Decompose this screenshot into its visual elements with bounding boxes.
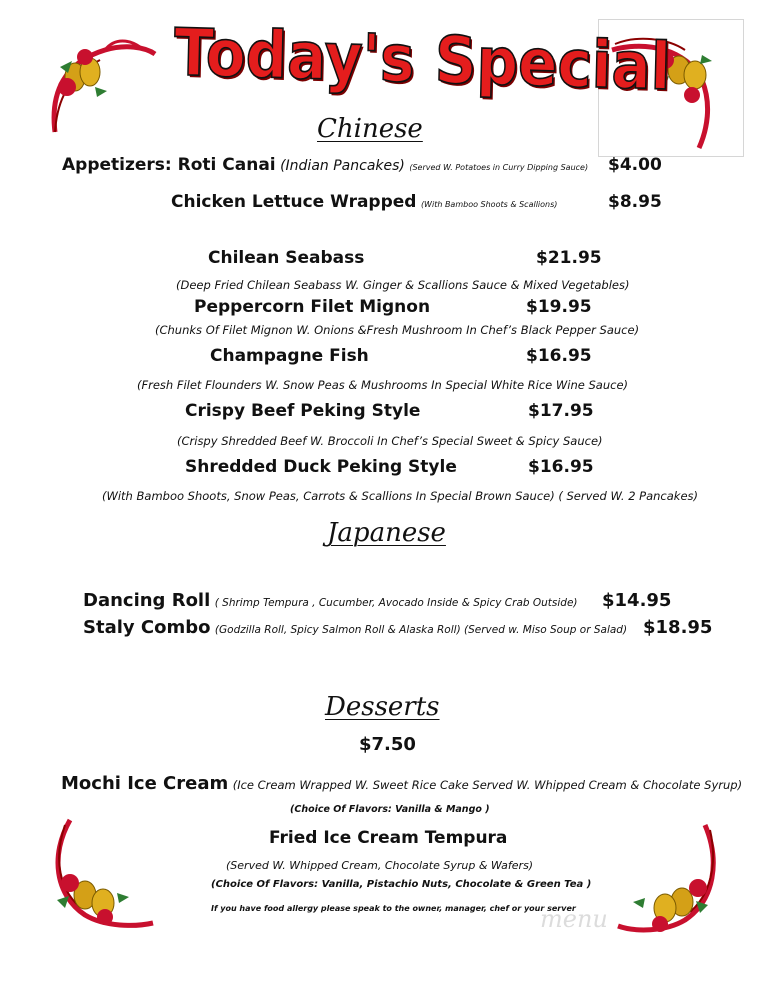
menu-item-appetizers bbox=[62, 155, 588, 175]
item-name: Champagne Fish bbox=[210, 346, 369, 366]
allergy-note: If you have food allergy please speak to the owner, manager, chef or your server bbox=[211, 904, 576, 913]
item-name: Crispy Beef Peking Style bbox=[185, 401, 421, 421]
item-description: (Chunks Of Filet Mignon W. Onions &Fresh Mushroom In Chef’s Black Pepper Sauce) bbox=[155, 323, 640, 337]
item-description: (With Bamboo Shoots, Snow Peas, Carrots & Scallions In Special Brown Sauce) ( Served W. 2 Pancakes) bbox=[102, 489, 699, 503]
watermark: menu bbox=[540, 905, 608, 933]
item-price: $17.95 bbox=[528, 401, 594, 421]
menu-item-dancing-roll bbox=[83, 590, 578, 611]
item-price: $19.95 bbox=[526, 297, 592, 317]
holly-decoration-bottom-left-icon bbox=[45, 815, 160, 935]
item-name: Appetizers: Roti Canai bbox=[62, 155, 276, 175]
item-description: (Deep Fried Chilean Seabass W. Ginger & Scallions Sauce & Mixed Vegetables) bbox=[176, 278, 630, 292]
menu-item-mochi bbox=[61, 773, 742, 794]
item-note: ( Shrimp Tempura , Cucumber, Avocado Inside & Spicy Crab Outside) bbox=[214, 597, 578, 609]
page-title: Today's Special bbox=[173, 14, 672, 105]
item-price: $8.95 bbox=[608, 192, 662, 212]
item-name: Staly Combo bbox=[83, 617, 211, 638]
section-heading-japanese: Japanese bbox=[327, 518, 446, 548]
item-name: Shredded Duck Peking Style bbox=[185, 457, 457, 477]
item-name: Chicken Lettuce Wrapped bbox=[171, 192, 417, 212]
item-price: $14.95 bbox=[602, 590, 672, 611]
item-flavors: (Choice Of Flavors: Vanilla & Mango ) bbox=[290, 804, 490, 815]
item-description: (Crispy Shredded Beef W. Broccoli In Chef’s Special Sweet & Spicy Sauce) bbox=[177, 434, 603, 448]
item-name: Peppercorn Filet Mignon bbox=[194, 297, 431, 317]
item-name: Dancing Roll bbox=[83, 590, 211, 611]
item-small-note: (With Bamboo Shoots & Scallions) bbox=[420, 200, 558, 209]
section-heading-chinese: Chinese bbox=[317, 114, 423, 144]
item-price: $4.00 bbox=[608, 155, 662, 175]
item-price: $21.95 bbox=[536, 248, 602, 268]
holly-decoration-bottom-right-icon bbox=[610, 820, 725, 940]
item-name: Fried Ice Cream Tempura bbox=[269, 828, 508, 848]
menu-item-staly-combo bbox=[83, 617, 627, 638]
item-price: $16.95 bbox=[528, 457, 594, 477]
item-description: (Served W. Whipped Cream, Chocolate Syrup & Wafers) bbox=[226, 859, 534, 872]
item-description: (Ice Cream Wrapped W. Sweet Rice Cake Served W. Whipped Cream & Chocolate Syrup) bbox=[232, 778, 743, 792]
menu-item-lettuce bbox=[171, 192, 557, 212]
item-name: Mochi Ice Cream bbox=[61, 773, 229, 794]
section-heading-desserts: Desserts bbox=[325, 692, 440, 722]
item-note: (Indian Pancakes) bbox=[280, 158, 405, 174]
holly-decoration-top-left-icon bbox=[45, 32, 160, 142]
item-small-note: (Served W. Potatoes in Curry Dipping Sauce) bbox=[409, 163, 589, 172]
item-description: (Fresh Filet Flounders W. Snow Peas & Mushrooms In Special White Rice Wine Sauce) bbox=[137, 378, 629, 392]
item-price: $16.95 bbox=[526, 346, 592, 366]
item-price: $18.95 bbox=[643, 617, 713, 638]
desserts-price: $7.50 bbox=[359, 734, 416, 755]
item-flavors: (Choice Of Flavors: Vanilla, Pistachio Nuts, Chocolate & Green Tea ) bbox=[211, 879, 592, 890]
item-note: (Godzilla Roll, Spicy Salmon Roll & Alaska Roll) (Served w. Miso Soup or Salad) bbox=[214, 624, 628, 636]
item-name: Chilean Seabass bbox=[208, 248, 365, 268]
